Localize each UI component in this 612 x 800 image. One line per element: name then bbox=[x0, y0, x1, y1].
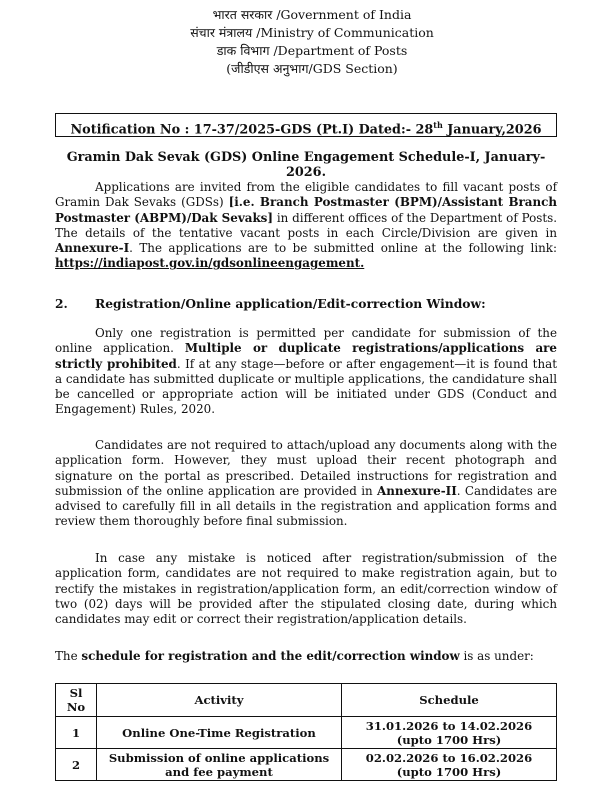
document-title: Gramin Dak Sevak (GDS) Online Engagement Schedule-I, January-2026. bbox=[66, 150, 546, 180]
letterhead-line-section: (जीडीएस अनुभाग/GDS Section) bbox=[226, 61, 398, 76]
row-schedule: 31.01.2026 to 14.02.2026 (upto 1700 Hrs) bbox=[342, 717, 557, 749]
table-row bbox=[56, 717, 557, 749]
schedule-table bbox=[55, 683, 557, 781]
paragraph-edit-correction: In case any mistake is noticed after registration/submission of the application form, candidates are not required to make registration again, but to rectify the mistakes in registration/application form, an edit/correction window of two (02) days will be provided after the stipulated closing date, during which candidates may edit or correct their registration/application details. bbox=[55, 551, 557, 627]
paragraph-applications: Applications are invited from the eligible candidates to fill vacant posts of Gramin Dak Sevaks (GDSs) [i.e. Branch Postmaster (BPM)/Assistant Branch Postmaster (ABPM)/Dak Sevaks] in different offices of the Department of Posts. The details of the tentative vacant posts in each Circle/Division are given in Annexure-I. The applications are to be submitted online at the following link: https://indiapost.gov.in/gdsonlineengagement. bbox=[55, 180, 558, 271]
gds-online-link[interactable]: https://indiapost.gov.in/gdsonlineengagement. bbox=[55, 256, 365, 271]
row-sl: 1 bbox=[56, 717, 97, 749]
letterhead-line-government: भारत सरकार /Government of India bbox=[212, 7, 412, 22]
letterhead bbox=[0, 6, 612, 78]
row-sl: 2 bbox=[56, 749, 97, 781]
paragraph-documents: Candidates are not required to attach/upload any documents along with the application form. However, they must upload their recent photograph and signature on the portal as prescribed. Detailed instructions for registration and submission of the online application are provided in Annexure-II. Candidates are advised to carefully fill in all details in the registration and application forms and review them thoroughly before final submission. bbox=[55, 438, 557, 529]
table-header-row bbox=[56, 684, 557, 717]
section-2-heading: 2. Registration/Online application/Edit-correction Window: bbox=[55, 296, 486, 311]
paragraph-schedule-intro: The schedule for registration and the edit/correction window is as under: bbox=[55, 649, 534, 663]
letterhead-line-ministry: संचार मंत्रालय /Ministry of Communication bbox=[190, 25, 434, 40]
header-activity: Activity bbox=[97, 684, 342, 717]
header-schedule: Schedule bbox=[342, 684, 557, 717]
paragraph-registration: Only one registration is permitted per candidate for submission of the online application. Multiple or duplicate registrations/applications are strictly prohibited. If at any stage—before or after engagement—it is found that a candidate has submitted duplicate or multiple applications, the candidature shall be cancelled or appropriate action will be initiated under GDS (Conduct and Engagement) Rules, 2020. bbox=[55, 326, 557, 417]
header-sl-no: Sl No bbox=[56, 684, 97, 717]
row-activity: Submission of online applications and fee payment bbox=[97, 749, 342, 781]
letterhead-line-department: डाक विभाग /Department of Posts bbox=[216, 43, 408, 58]
notification-box: Notification No : 17-37/2025-GDS (Pt.I) Dated:- 28th January,2026 bbox=[55, 113, 557, 137]
row-schedule: 02.02.2026 to 16.02.2026 (upto 1700 Hrs) bbox=[342, 749, 557, 781]
table-row bbox=[56, 749, 557, 781]
row-activity: Online One-Time Registration bbox=[97, 717, 342, 749]
